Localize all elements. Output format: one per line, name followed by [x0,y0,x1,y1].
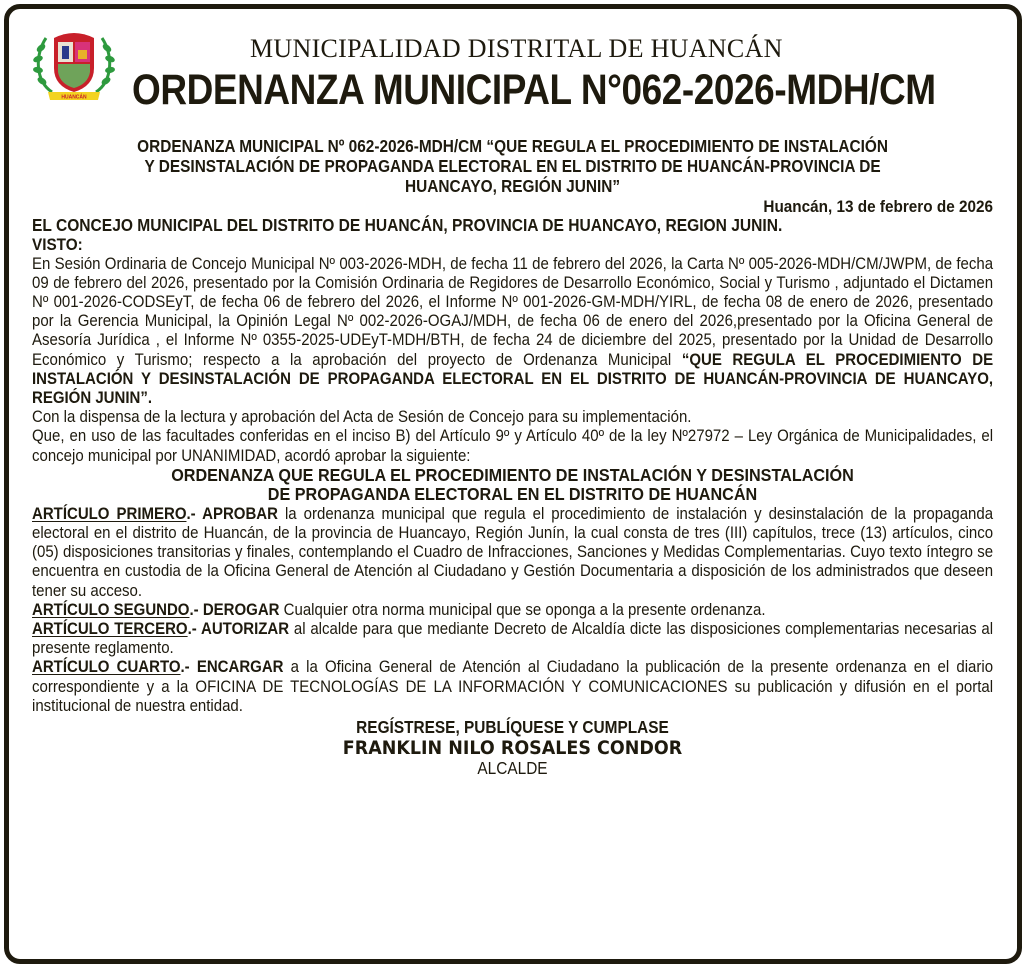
article-label: ARTÍCULO SEGUNDO [32,600,190,619]
subject-line: HUANCAYO, REGIÓN JUNIN” [404,176,621,196]
article-separator: .- [180,658,197,677]
article-verb: ENCARGAR [196,658,284,677]
visto-text: En Sesión Ordinaria de Concejo Municipal Nº 003-2026-MDH, de fecha 11 de febrero del 2026, la Carta Nº 005-2026-MDH/CM/JWPM, de fecha 09 de febrero del 2026, presentado por la Comisión Ordinaria de Regidores de Desarrollo Económico, Social y Turismo , adjuntado el Dictamen Nº 001-2026-CODSEyT, de fecha 06 de febrero del 2026, el Informe Nº 001-2026-GM-MDH/YIRL, de fecha 08 de enero de 2026, presentado por la Gerencia Municipal, la Opinión Legal Nº 002-2026-OGAJ/MDH, de fecha 06 de enero del 2026,presentado por la Oficina General de Asesoría Jurídica , el Informe Nº 0355-2025-UDEyT-MDH/BTH, de fecha 24 de diciembre del 2025, presentado por la Unidad de Desarrollo Económico y Turismo; respecto a la aprobación del proyecto de Ordenanza Municipal [32,254,994,369]
ribbon-banner [48,92,100,101]
municipality-name: MUNICIPALIDAD DISTRITAL DE HUANCÁN [250,34,783,63]
article-tercero [32,620,993,658]
article-label: ARTÍCULO PRIMERO [32,504,187,523]
issue-date: Huancán, 13 de febrero de 2026 [763,197,993,216]
article-verb: AUTORIZAR [201,620,290,639]
visto-heading: VISTO: [32,235,83,255]
dispensa-paragraph: Con la dispensa de la lectura y aprobación del Acta de Sesión de Concejo para su implementación. [32,408,692,427]
article-separator: .- [186,504,203,523]
document-body [32,136,993,778]
article-primero [32,505,993,601]
article-text: Cualquier otra norma municipal que se oponga a la presente ordenanza. [279,600,766,619]
signatory-position: ALCALDE [477,758,548,779]
ordinance-title [66,466,960,505]
closing-formula: REGÍSTRESE, PUBLÍQUESE Y CUMPLASE [356,717,669,738]
shield-icon [54,33,94,92]
article-text: la ordenanza municipal que regula el procedimiento de instalación y desinstalación de la propaganda electoral en el distrito de Huancán, de la provincia de Huancayo, Región Junín, la cual consta de tres (III) capítulos, trece (13) artículos, cinco (05) disposiciones transitorias y finales, contemplando el Cuadro de Infracciones, Sanciones y Medidas Complementarias. Cuyo texto íntegro se encuentra en custodia de la Oficina General de Atención al Ciudadano y Gestión Documentaria a disposición de los administrados que deseen tener su acceso. [32,504,994,600]
article-separator: .- [187,620,202,639]
article-segundo [32,601,993,620]
article-label: ARTÍCULO CUARTO [32,658,181,677]
svg-text:HUANCÁN: HUANCÁN [61,94,87,101]
ordinance-number-title: ORDENANZA MUNICIPAL N°062-2026-MDH/CM [132,66,936,114]
ordinance-title-line: ORDENANZA QUE REGULA EL PROCEDIMIENTO DE INSTALACIÓN Y DESINSTALACIÓN [171,464,854,485]
visto-bold-title: “QUE REGULA EL PROCEDIMIENTO DE INSTALACIÓN Y DESINSTALACIÓN DE PROPAGANDA ELECTORAL EN EL DISTRITO DE HUANCÁN-PROVINCIA DE HUANCAYO, REGIÓN JUNIN”. [32,350,994,408]
subject-line: Y DESINSTALACIÓN DE PROPAGANDA ELECTORAL EN EL DISTRITO DE HUANCÁN-PROVINCIA DE [144,156,881,176]
article-verb: DEROGAR [202,600,280,619]
article-cuarto [32,658,993,716]
ordinance-subject [47,136,977,196]
article-label: ARTÍCULO TERCERO [32,620,188,639]
considerando-paragraph: Que, en uso de las facultades conferidas en el inciso B) del Artículo 9º y Artículo 40º de la ley Nº27972 – Ley Orgánica de Municipalidades, el concejo municipal por UNANIMIDAD, acordó aprobar la siguiente: [32,427,994,465]
concejo-heading: EL CONCEJO MUNICIPAL DEL DISTRITO DE HUANCÁN, PROVINCIA DE HUANCAYO, REGION JUNIN. [32,215,783,236]
subject-line: ORDENANZA MUNICIPAL Nº 062-2026-MDH/CM “QUE REGULA EL PROCEDIMIENTO DE INSTALACIÓN [137,136,888,156]
municipal-crest-logo [32,26,116,106]
article-separator: .- [189,600,203,619]
ordinance-title-line: DE PROPAGANDA ELECTORAL EN EL DISTRITO DE HUANCÁN [267,484,758,505]
article-text: al alcalde para que mediante Decreto de Alcaldía dicte las disposiciones complementarias necesarias al presente reglamento. [32,620,994,658]
visto-paragraph [32,255,993,409]
signatory-name: FRANKLIN NILO ROSALES CONDOR [342,737,683,760]
article-verb: APROBAR [202,504,278,523]
article-text: a la Oficina General de Atención al Ciudadano la publicación de la presente ordenanza en el diario correspondiente y a la OFICINA DE TECNOLOGÍAS DE LA INFORMACIÓN Y COMUNICACIONES su publicación y difusión en el portal institucional de nuestra entidad. [32,658,994,715]
